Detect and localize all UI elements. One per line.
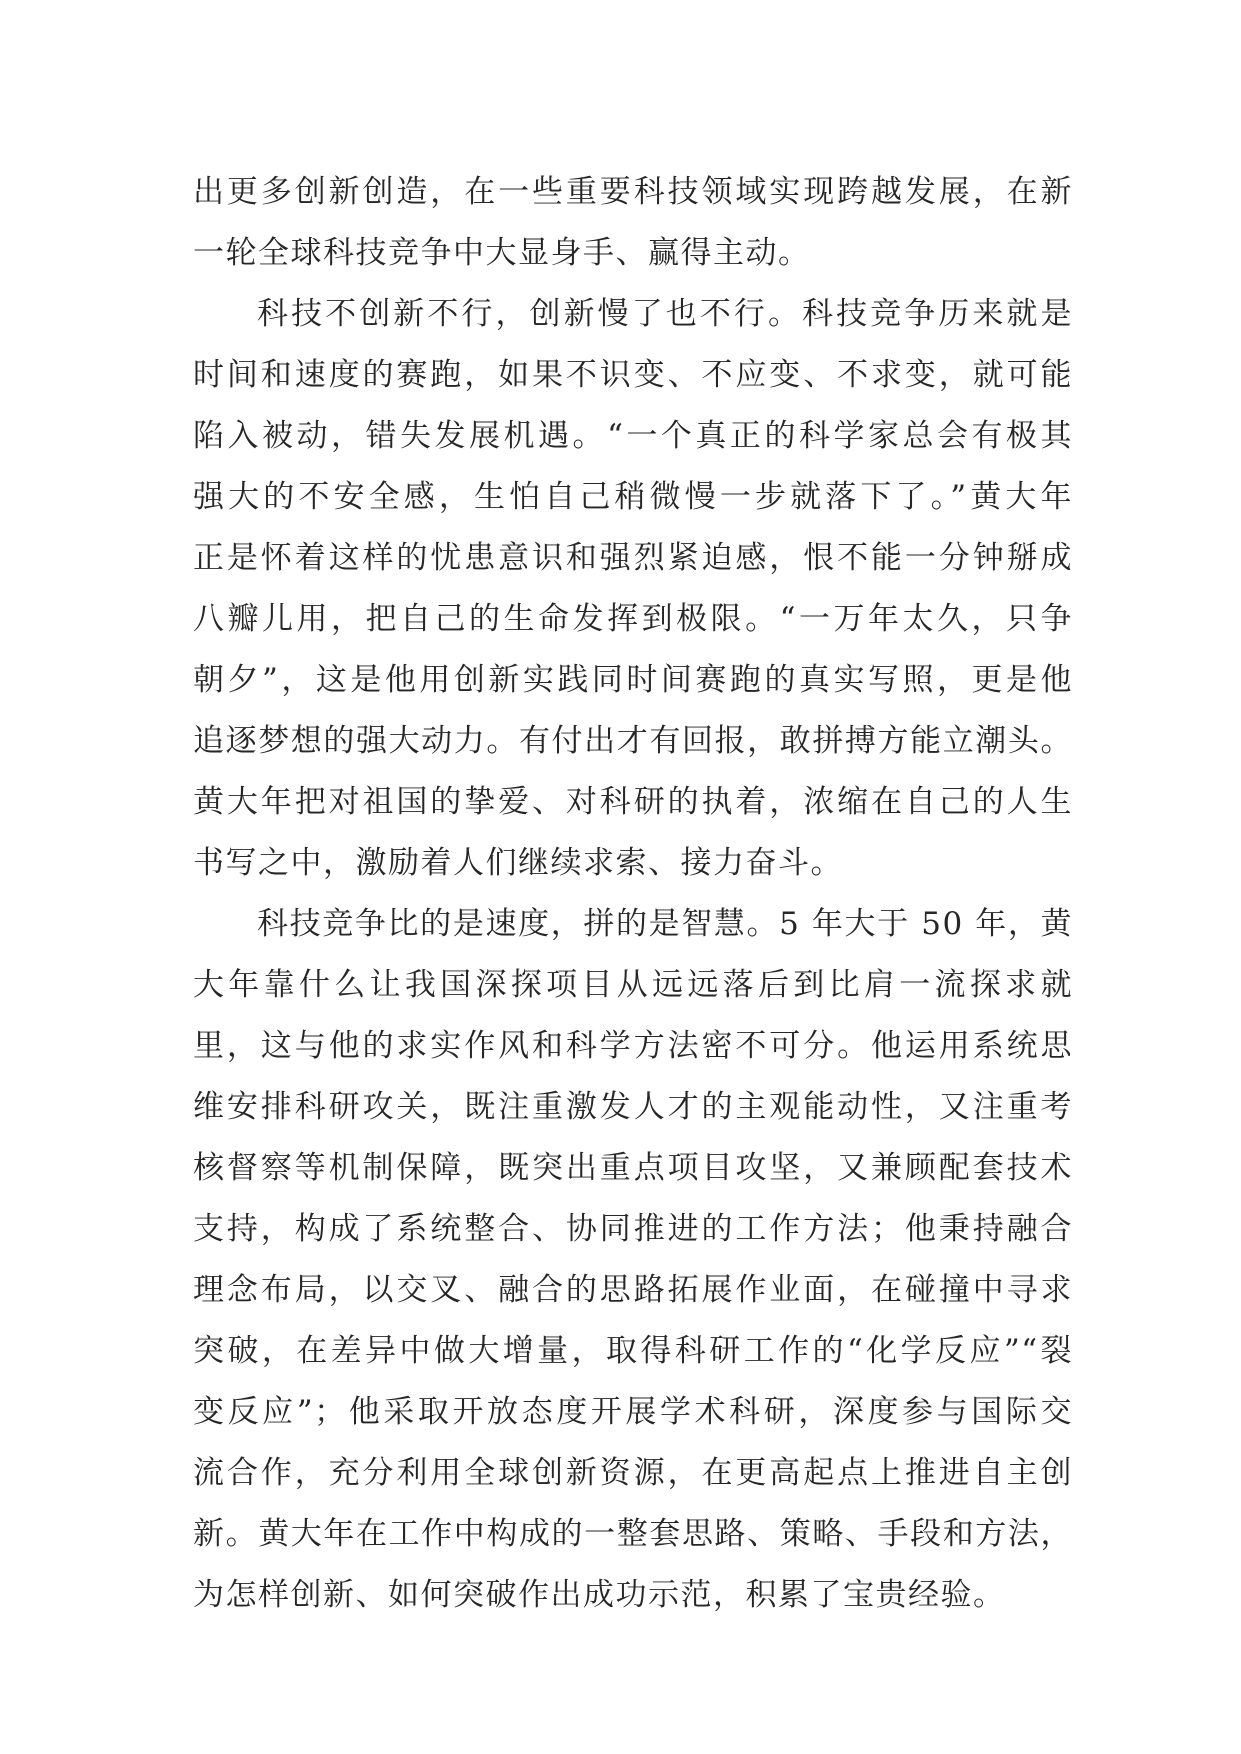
text-line: 强大的不安全感，生怕自己稍微慢一步就落下了。”黄大年 [193, 479, 1073, 515]
paragraph-1 [193, 162, 1073, 284]
text-line: 书写之中，激励着人们继续求索、接力奋斗。 [193, 845, 843, 881]
text-line: 陷入被动，错失发展机遇。“一个真正的科学家总会有极其 [193, 418, 1073, 454]
text-line: 追逐梦想的强大动力。有付出才有回报，敢拼搏方能立潮头。 [193, 723, 1073, 759]
text-line: 出更多创新创造，在一些重要科技领域实现跨越发展，在新 [193, 174, 1073, 210]
text-line: 大年靠什么让我国深探项目从远远落后到比肩一流探求就 [193, 967, 1073, 1003]
text-line: 核督察等机制保障，既突出重点项目攻坚，又兼顾配套技术 [193, 1150, 1073, 1186]
text-line: 科技不创新不行，创新慢了也不行。科技竞争历来就是 [257, 296, 1073, 332]
text-line: 正是怀着这样的忧患意识和强烈紧迫感，恨不能一分钟掰成 [193, 540, 1073, 576]
text-line: 维安排科研攻关，既注重激发人才的主观能动性，又注重考 [193, 1089, 1073, 1125]
paragraph-2 [193, 284, 1073, 894]
text-line: 黄大年把对祖国的挚爱、对科研的执着，浓缩在自己的人生 [193, 784, 1073, 820]
text-line: 里，这与他的求实作风和科学方法密不可分。他运用系统思 [193, 1028, 1073, 1064]
text-line: 支持，构成了系统整合、协同推进的工作方法；他秉持融合 [193, 1211, 1073, 1247]
paragraph-3 [193, 894, 1073, 1626]
text-line: 为怎样创新、如何突破作出成功示范，积累了宝贵经验。 [193, 1577, 1006, 1613]
text-line: 变反应”；他采取开放态度开展学术科研，深度参与国际交 [193, 1394, 1073, 1430]
text-line: 突破，在差异中做大增量，取得科研工作的“化学反应”“裂 [193, 1333, 1073, 1369]
text-line: 时间和速度的赛跑，如果不识变、不应变、不求变，就可能 [193, 357, 1073, 393]
text-line: 流合作，充分利用全球创新资源，在更高起点上推进自主创 [193, 1455, 1073, 1491]
text-line: 一轮全球科技竞争中大显身手、赢得主动。 [193, 235, 811, 271]
text-line: 科技竞争比的是速度，拼的是智慧。5 年大于 50 年，黄 [257, 906, 1073, 942]
text-line: 朝夕”，这是他用创新实践同时间赛跑的真实写照，更是他 [193, 662, 1073, 698]
text-line: 理念布局，以交叉、融合的思路拓展作业面，在碰撞中寻求 [193, 1272, 1073, 1308]
text-line: 八瓣儿用，把自己的生命发挥到极限。“一万年太久，只争 [193, 601, 1073, 637]
text-line: 新。黄大年在工作中构成的一整套思路、策略、手段和方法， [193, 1516, 1073, 1552]
document-body [193, 162, 1073, 1626]
